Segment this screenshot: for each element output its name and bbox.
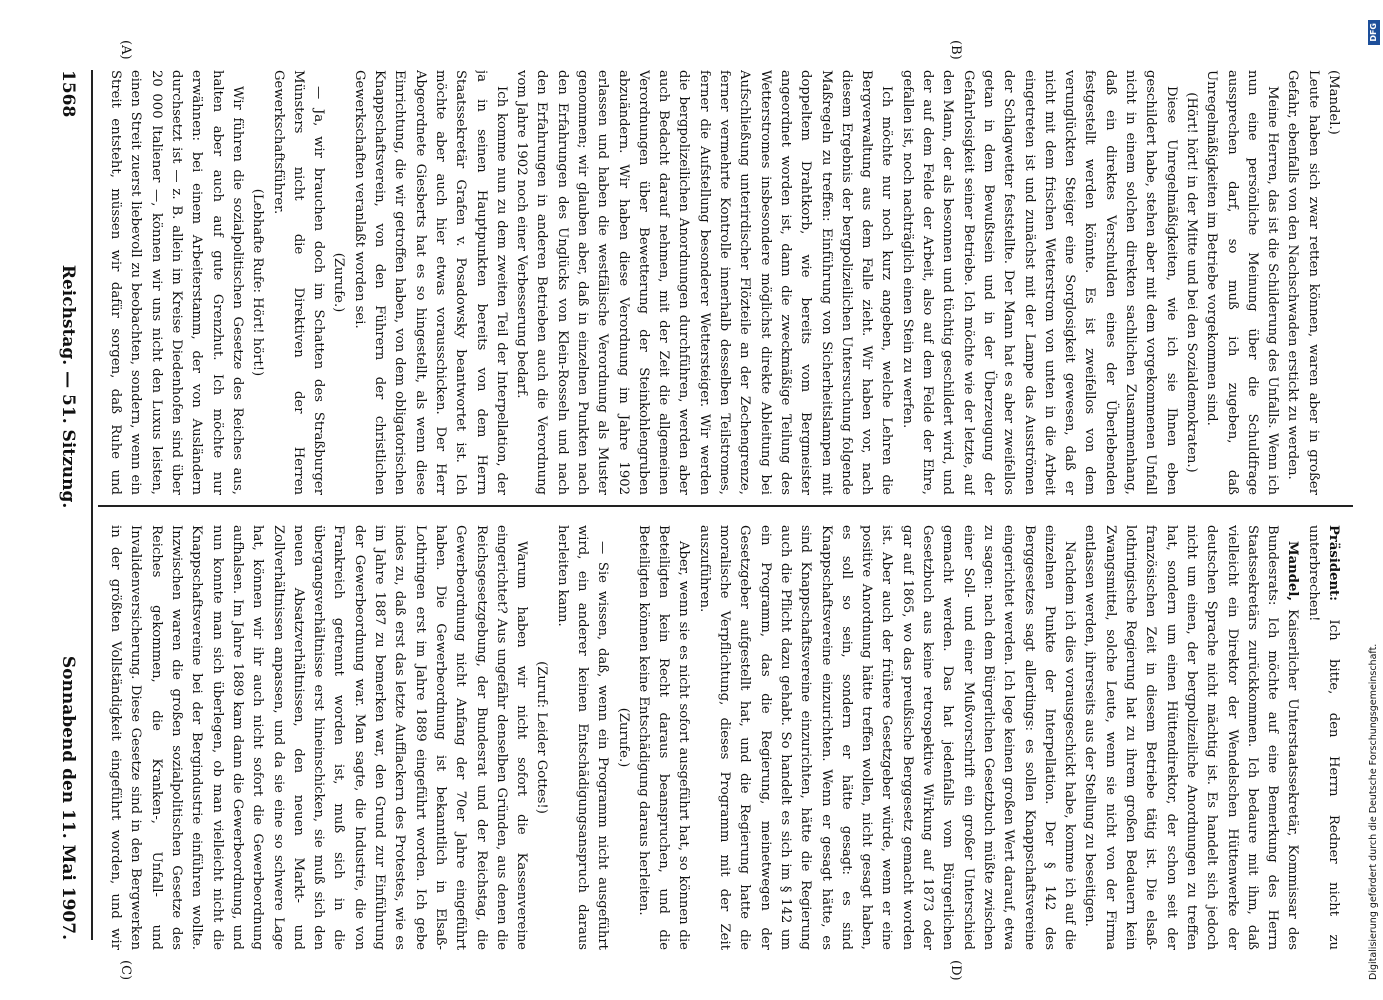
session-title: Reichstag. — 51. Sitzung. [58, 264, 78, 509]
paragraph [694, 525, 1080, 950]
paragraph-text: — Ja, wir brauchen doch im Schatten des Straßburger Münsters nicht die Direktiven der Herren Gewerkschaftsführer. [270, 70, 327, 495]
paragraph-text: Nachdem ich dies vorausgeschickt habe, komme ich auf die einzelnen Punkte der Interpellation. Der § 142 des Berggesetzes sagt allerdings: es sollen Knappschaftsvereine eingerichtet werden. Ich lege keinen großen Wert darauf, etwa zu sagen: nach dem Bürgerlichen Gesetzbuch müßte zwischen einer Soll- und einer Mußvorschrift ein großer Unterschied gemacht werden. Das hat jedenfalls vom Bürgerlichen Gesetzbuch aus keine retrospektive Wirkung auf 1873 oder gar auf 1865, wo das preußische Berggesetz gemacht worden ist. Aber auch der frühere Gesetzgeber würde, wenn er eine positive Anordnung hätte treffen wollen, nicht gesagt haben, es soll so sein, sondern er hätte gesagt: es sind Knappschaftsvereine einzurichten. Wenn er gesagt hätte, es sind Knappschaftsvereine einzurichten, hätte die Regierung auch die Pflicht dazu gehabt. So handelt es sich im § 142 um ein Programm, das die Regierung, meinetwegen der Gesetzgeber aufgestellt hat, und die Regierung hatte die moralische Verpflichtung, dieses Programm mit der Zeit auszuführen. [696, 525, 1078, 950]
paragraph [612, 525, 632, 950]
paragraph [1282, 70, 1323, 495]
paragraph-text: Ich komme nun zu dem zweiten Teil der Interpellation, der ja in seinen Hauptpunkten bereits von dem Herrn Staatssekretär Grafen v. Posadowsky beantwortet ist. Ich möchte aber auch hier etwas vorausschicken. Der Herr Abgeordnete Giesberts hat es so hingestellt, als wenn diese Einrichtung, die wir getroffen haben, von dem obligatorischen Knappschaftsverein, von den Führern der christlichen Gewerkschaften veranlaßt worden sei. [351, 70, 509, 495]
paragraph [103, 70, 247, 495]
digitization-note [1367, 20, 1381, 980]
paragraph-text: (Lebhafte Rufe: Hört! hört!) [250, 188, 266, 377]
paragraph [896, 70, 1180, 495]
paragraph-text: (Zurufe.) [615, 707, 631, 768]
paragraph [1201, 70, 1282, 495]
paragraph-text: Meine Herren, das ist die Schilderung des Unfalls. Wenn ich nun eine persönliche Meinung über die Schuldfrage aussprechen darf, so muß ich zugeben, daß Unregelmäßigkeiten im Betriebe vorgekommen sind. [1204, 70, 1281, 495]
paragraph-text: Wir führen die sozialpolitischen Gesetze des Reiches aus, halten aber auch auf gute Grenzhut. Ich möchte nur erwähnen: bei einem Arbeiterstamm, der von Ausländern durchsetzt ist — z. B. allein im Kreise Diedenhofen sind über 20 000 Italiener —, können wir uns nicht den Luxus leisten, einen Streit zuerst liebevoll zu beobachten, sondern, wenn ein Streit entsteht, müssen wir dafür sorgen, daß Ruhe und [108, 70, 245, 495]
paragraph-text: Kaiserlicher Unterstaatssekretär, Kommissar des Bundesrats: Ich möchte auf eine Bemerkung des Herrn Staatssekretärs zurückkommen. Ich bedaure mit ihm, daß vielleicht ein Direktor der Wendelschen Hüttenwerke der deutschen Sprache nicht mächtig ist. Es handelt sich jedoch nicht um einen, der bergpolizeiliche Anordnungen zu treffen hat, sondern um einen Hüttendirektor, der schon seit der französischen Zeit in diesem Betriebe tätig ist. Die elsaß-lothringische Regierung hat zu ihrem großen Bedauern kein Zwangsmittel, solche Leute, wenn sie nicht von der Firma entlassen werden, ihrerseits aus der Stellung zu beseitigen. [1082, 525, 1301, 950]
paragraph [267, 70, 328, 495]
paragraph-text: Warum haben wir nicht sofort die Kassenvereine eingerichtet? Aus ungefähr denselben Gründen, aus denen die Reichsgesetzgebung, der Bundesrat und der Reichstag, die Gewerbeordnung nicht Anfang der 70er Jahre eingeführt haben. Die Gewerbeordnung ist bekanntlich in Elsaß-Lothringen erst im Jahre 1889 eingeführt worden. Ich gebe indes zu, daß erst das letzte Aufflackern des Protestes, wie es im Jahre 1887 zu bemerken war, den Grund zur Einführung der Gewerbeordnung war. Man sagte, die Industrie, die von Frankreich getrennt worden ist, muß sich in die übergangsverhältnisse erst hineinschicken, sie muß sich den neuen Absatzverhältnissen, den neuen Markt- und Zollverhältnissen anpassen, und da sie eine so schwere Lage hat, können wir ihr auch nicht sofort die Gewerbeordnung aufhalsen. Im Jahre 1889 kam dann die Gewerbeordnung, und nun konnte man sich überlegen, ob man vielleicht nicht die Knappschaftsvereine bei der Bergindustrie einführen wollte. Inzwischen waren die großen sozialpolitischen Gesetze des Reiches gekommen, die Kranken-, Unfall- und Invalidenversicherung. Diese Gesetze sind in den Bergwerken in der größten Vollständigkeit eingeführt worden, und wir [108, 525, 530, 950]
paragraph-text: Ich möchte nur noch kurz angeben, welche Lehren die Bergverwaltung aus dem Falle zieht. Wir haben vor, nach diesem Ergebnis der bergpolizeilichen Untersuchung folgende Maßregeln zu treffen: Einführung von Sicherheitslampen mit doppeltem Drahtkorb, wie bereits vom Bergmeister angeordnet worden ist, dann die zweckmäßige Teilung des Wetterstromes insbesondere möglichst direkte Ableitung bei Aufschließung unterirdischer Flözteile an der Zechengrenze, ferner vermehrte Kontrolle innerhalb desselben Teilstromes, ferner die Aufstellung besonderer Wettersteiger. Wir werden die bergpolizeilichen Anordnungen durchführen, werden aber auch Bedacht darauf nehmen, mit der Zeit die allgemeinen Verordnungen über Bewetterung der Steinkohlengruben abzuändern. Wir haben diese Verordnung im Jahre 1902 erlassen und haben die westfälische Verordnung als Muster genommen; wir glauben aber, daß in einzelnen Punkten nach den Erfahrungen des Unglücks von Klein-Rosseln und nach den Erfahrungen in anderen Betrieben auch die Verordnung vom Jahre 1902 noch einer Verbesserung bedarf. [514, 70, 895, 495]
margin-letter-b: (B) [948, 40, 963, 60]
margin-letter-c: (C) [118, 960, 133, 981]
page-number: 1568 [58, 70, 78, 118]
paragraph-text: Aber, wenn sie es nicht sofort ausgeführt hat, so können die Beteiligten kein Recht daraus beanspruchen, und die Beteiligten können keine Entschädigung daraus herleiten. [635, 525, 692, 950]
paragraph [1079, 525, 1302, 950]
speaker-name: Präsident: [1326, 525, 1341, 602]
column-divider [98, 505, 1353, 507]
page-header [53, 70, 83, 940]
header-rule [91, 70, 93, 940]
session-date: Sonnabend den 11. Mai 1907. [58, 655, 78, 940]
paragraph [103, 525, 531, 950]
margin-letter-a: (A) [118, 40, 133, 60]
paragraph [633, 525, 694, 950]
paragraph-text: Diese Unregelmäßigkeiten, wie ich sie Ihnen eben geschildert habe, stehen aber mit dem vorgekommenen Unfall nicht in einem solchen direkten sachlichen Zusammenhang, daß ein direktes Verschulden eines der Überlebenden festgestellt werden könnte. Es ist zweifellos von dem verunglückten Steiger eine Sorglosigkeit gewesen, daß er nicht mit dem frischen Wetterstrom von unten in die Arbeit eingetreten ist und zunächst mit der Lampe das Ausströmen der Schlagwetter feststellte. Der Mann hat es aber zweifellos getan in dem Bewußtsein und in der Überzeugung der Gefahrlosigkeit seiner Betriebe. Ich möchte wie der letzte, auf den Mann, der als besonnen und tüchtig geschildert wird, und der auf dem Felde der Arbeit, also auf dem Felde der Ehre, gefallen ist, noch nachträglich einen Stein zu werfen. [899, 70, 1179, 495]
left-text-column [103, 70, 1343, 495]
paragraph [1181, 70, 1201, 495]
paragraph-text: (Hört! hört! in der Mitte und bei den Sozialdemokraten.) [1183, 92, 1199, 473]
right-text-column [103, 525, 1343, 950]
paragraph [511, 70, 897, 495]
paragraph [531, 525, 551, 950]
paragraph-text: Ich bitte, den Herrn Redner nicht zu unterbrechen! [1305, 525, 1341, 950]
dfg-logo: DFG [1368, 20, 1380, 45]
paragraph-text: (Zurufe.) [331, 252, 347, 313]
speaker-name: Mandel, [1285, 541, 1301, 601]
paragraph-text: Leute haben sich zwar retten können, waren aber in großer Gefahr, ebenfalls von den Nachschwaden erstickt zu werden. [1285, 70, 1321, 495]
paragraph [1323, 70, 1343, 495]
paragraph [1302, 525, 1343, 950]
paragraph-text: (Zuruf: Leider Gottes!) [534, 661, 550, 814]
paragraph-text: (Mandel.) [1326, 70, 1341, 135]
paragraph [247, 70, 267, 495]
digitization-credit: Digitalisierung gefördert durch die Deutsche Forschungsgemeinschaft. [1368, 643, 1379, 980]
paragraph-text: — Sie wissen, daß, wenn ein Programm nicht ausgeführt wird, ein anderer keinen Entschädigungsanspruch daraus herleiten kann. [554, 525, 611, 950]
paragraph [328, 70, 348, 495]
margin-letter-d: (D) [948, 960, 963, 981]
paragraph [551, 525, 612, 950]
paragraph [348, 70, 510, 495]
